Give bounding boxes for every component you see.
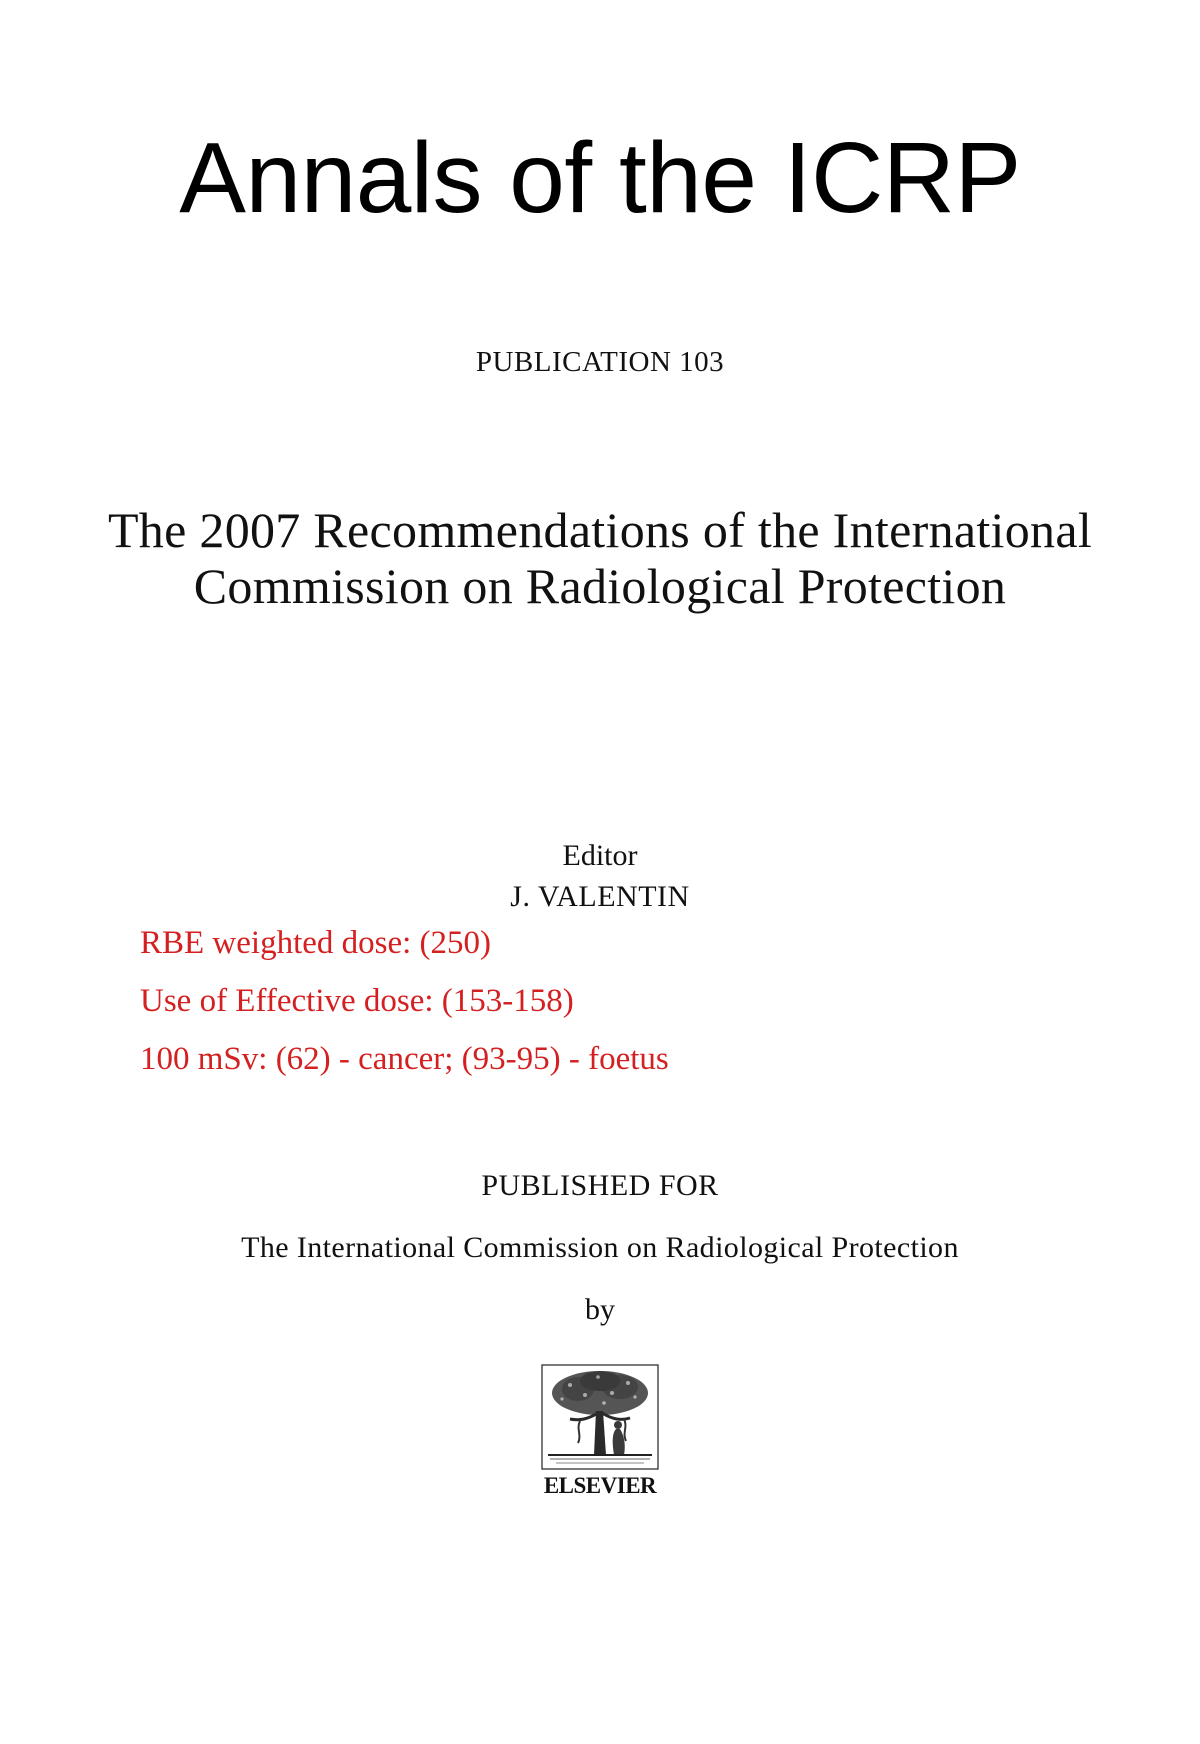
annotation-rbe-weighted-dose: RBE weighted dose: (250)	[140, 925, 492, 961]
published-for-label: PUBLISHED FOR	[481, 1169, 719, 1202]
annotation-100-msv: 100 mSv: (62) - cancer; (93-95) - foetus	[140, 1041, 669, 1077]
publication-number: PUBLICATION 103	[475, 346, 725, 378]
editor-label: Editor	[562, 839, 638, 872]
publisher-name: ELSEVIER	[543, 1473, 657, 1498]
journal-title: Annals of the ICRP	[179, 122, 1021, 234]
report-title-line-2: Commission on Radiological Protection	[193, 558, 1007, 614]
by-label: by	[585, 1293, 615, 1326]
elsevier-tree-icon	[540, 1363, 660, 1471]
report-title-line-1: The 2007 Recommendations of the International	[107, 502, 1093, 558]
editor-name: J. VALENTIN	[510, 880, 690, 913]
elsevier-logo	[540, 1363, 660, 1498]
report-title	[0, 502, 1200, 614]
annotation-effective-dose: Use of Effective dose: (153-158)	[140, 983, 574, 1019]
handwritten-annotations	[140, 918, 1040, 1092]
publisher-organization: The International Commission on Radiological Protection	[241, 1231, 959, 1264]
